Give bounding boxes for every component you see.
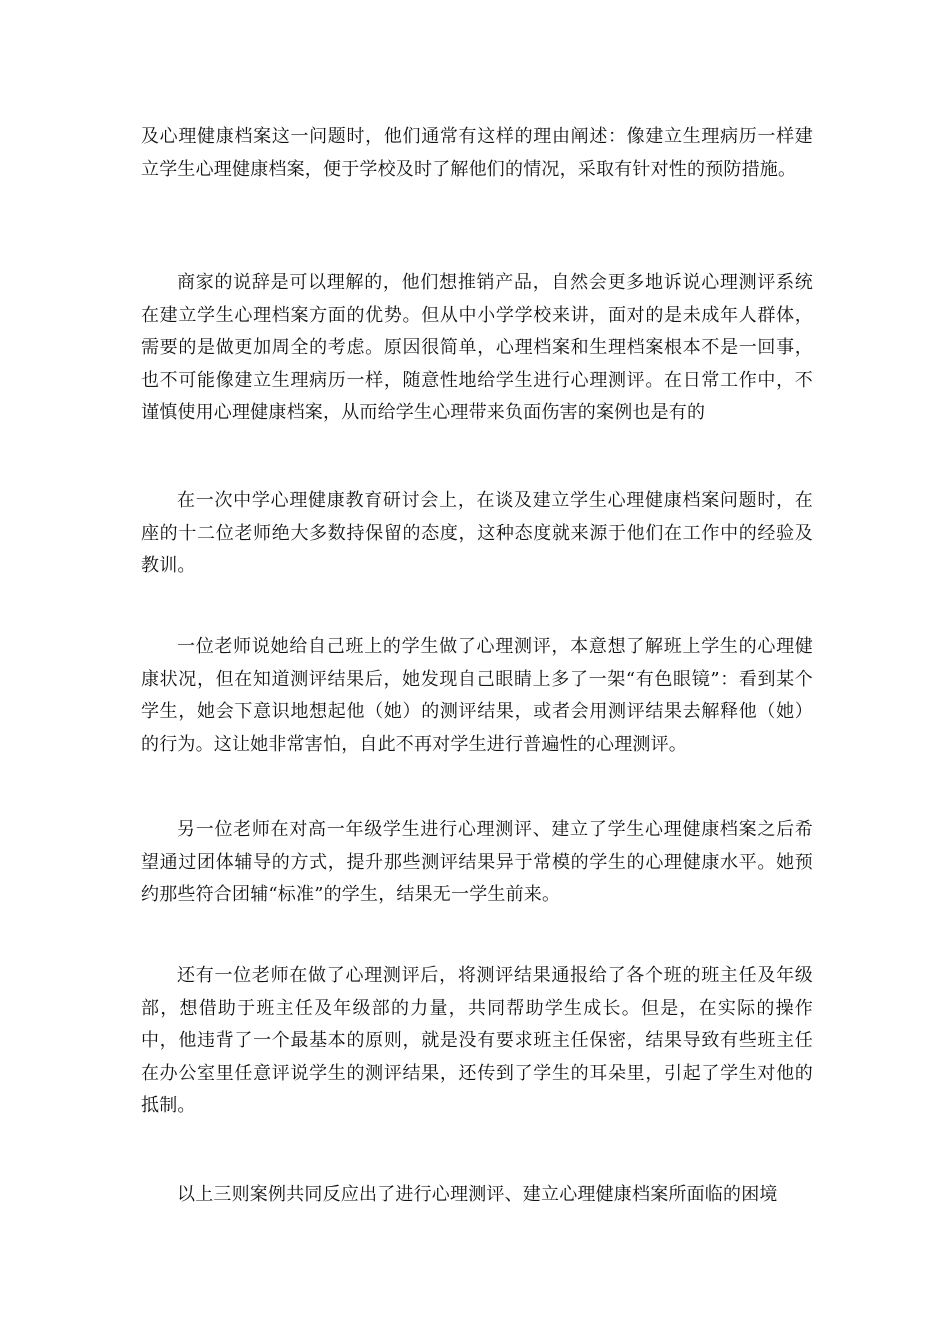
paragraph-case-two: 另一位老师在对高一年级学生进行心理测评、建立了学生心理健康档案之后希望通过团体辅导的方式，提升那些测评结果异于常模的学生的心理健康水平。她预约那些符合团辅“标准”的学生，结果无一学生前来。 bbox=[141, 819, 813, 906]
paragraph-merchant-claims: 商家的说辞是可以理解的，他们想推销产品，自然会更多地诉说心理测评系统在建立学生心理档案方面的优势。但从中小学学校来讲，面对的是未成年人群体，需要的是做更加周全的考虑。原因很简单，心理档案和生理档案根本不是一回事，也不可能像建立生理病历一样，随意性地给学生进行心理测评。在日常工作中，不谨慎使用心理健康档案，从而给学生心理带来负面伤害的案例也是有的 bbox=[141, 272, 813, 424]
paragraph-case-one: 一位老师说她给自己班上的学生做了心理测评，本意想了解班上学生的心理健康状况，但在知道测评结果后，她发现自己眼睛上多了一架“有色眼镜”：看到某个学生，她会下意识地想起他（她）的测评结果，或者会用测评结果去解释他（她）的行为。这让她非常害怕，自此不再对学生进行普遍性的心理测评。 bbox=[141, 636, 813, 755]
paragraph-case-three: 还有一位老师在做了心理测评后，将测评结果通报给了各个班的班主任及年级部，想借助于班主任及年级部的力量，共同帮助学生成长。但是，在实际的操作中，他违背了一个最基本的原则，就是没有要求班主任保密，结果导致有些班主任在办公室里任意评说学生的测评结果，还传到了学生的耳朵里，引起了学生对他的抵制。 bbox=[141, 965, 813, 1117]
paragraph-summary: 以上三则案例共同反应出了进行心理测评、建立心理健康档案所面临的困境 bbox=[177, 1184, 778, 1205]
paragraph-seminar: 在一次中学心理健康教育研讨会上，在谈及建立学生心理健康档案问题时，在座的十二位老师绝大多数持保留的态度，这种态度就来源于他们在工作中的经验及教训。 bbox=[141, 490, 813, 577]
paragraph-continued: 及心理健康档案这一问题时，他们通常有这样的理由阐述：像建立生理病历一样建立学生心理健康档案，便于学校及时了解他们的情况，采取有针对性的预防措施。 bbox=[141, 126, 813, 180]
